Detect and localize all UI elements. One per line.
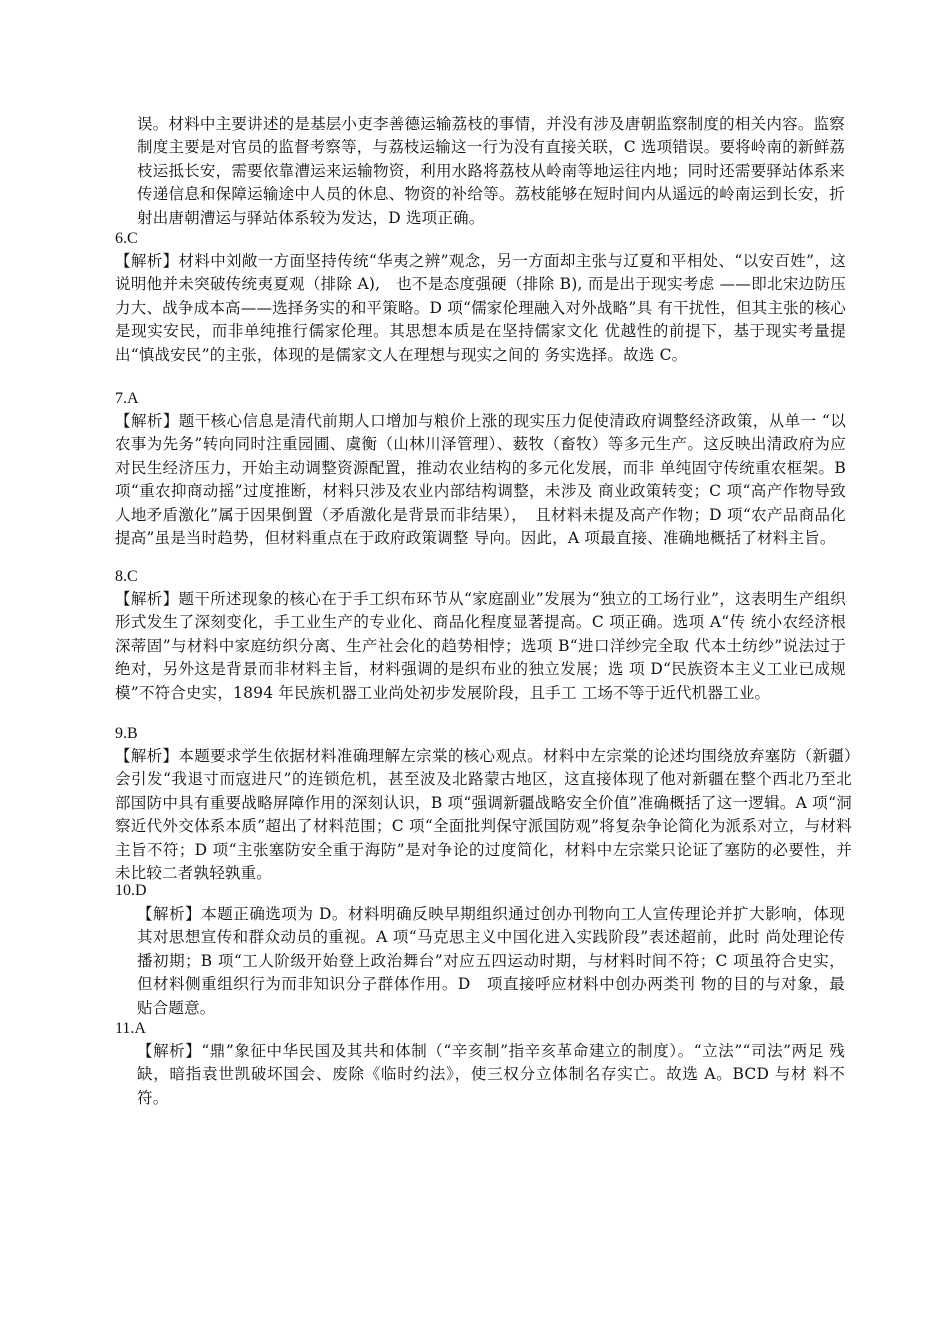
answer-number-9: 9.B	[115, 725, 138, 742]
analysis-paragraph-9	[115, 745, 852, 885]
analysis-text: 题干核心信息是清代前期人口增加与粮价上涨的现实压力促使清政府调整经济政策，从单一 “以农事为先务”转向同时注重园圃、虞衡（山林川泽管理）、薮牧（畜牧）等多元生产。这反映出清政府为应对民生经济压力，开始主动调整资源配置，推动农业结构的多元化发展，而非 单纯固守传统重农框架。B 项“重农抑商动摇”过度推断，材料只涉及农业内部结构调整，未涉及 商业政策转变；C 项“高产作物导致人地矛盾激化”属于因果倒置（矛盾激化是背景而非结果）， 且材料未提及高产作物；D 项“农产品商品化提高”虽是当时趋势，但材料重点在于政府政策调整 导向。因此，A 项最直接、准确地概括了材料主旨。	[115, 412, 846, 548]
answer-number-10: 10.D	[115, 882, 147, 899]
analysis-paragraph-10	[137, 903, 845, 1020]
analysis-tag: 【解析】	[137, 1042, 202, 1060]
analysis-paragraph-6	[115, 250, 846, 367]
analysis-text: 材料中刘敞一方面坚持传统“华夷之辨”观念，另一方面却主张与辽夏和平相处、“以安百姓”，这说明他并未突破传统夷夏观（排除 A), 也不是态度强硬（排除 B), 而是出于现实考虑 ——即北宋边防压力大、战争成本高——选择务实的和平策略。D 项“儒家伦理融入对外战略”具 有干扰性，但其主张的核心是现实安民，而非单纯推行儒家伦理。其思想本质是在坚持儒家文化 优越性的前提下，基于现实考量提出“慎战安民”的主张，体现的是儒家文人在理想与现实之间的 务实选择。故选 C。	[115, 252, 847, 364]
analysis-tag: 【解析】	[115, 747, 179, 765]
analysis-text: 本题要求学生依据材料准确理解左宗棠的核心观点。材料中左宗棠的论述均围绕放弃塞防（新疆）会引发“我退寸而寇进尺”的连锁危机，甚至波及北路蒙古地区，这直接体现了他对新疆在整个西北乃至北部国防中具有重要战略屏障作用的深刻认识，B 项“强调新疆战略安全价值”准确概括了这一逻辑。A 项“洞察近代外交体系本质”超出了材料范围；C 项“全面批判保守派国防观”将复杂争论简化为派系对立，与材料主旨不符；D 项“主张塞防安全重于海防”是对争论的过度简化，材料中左宗棠只论证了塞防的必要性，并未比较二者孰轻孰重。	[115, 747, 852, 883]
answer-number-11: 11.A	[115, 1020, 146, 1037]
analysis-paragraph-7	[115, 410, 846, 550]
answer-number-6: 6.C	[115, 230, 138, 247]
analysis-text: 题干所述现象的核心在于手工织布环节从“家庭副业”发展为“独立的工场行业”，这表明生产组织形式发生了深刻变化，手工业生产的专业化、商品化程度显著提高。C 项正确。选项 A“传 统小农经济根深蒂固”与材料中家庭纺织分离、生产社会化的趋势相悖；选项 B“进口洋纱完全取 代本土纺纱”说法过于绝对，另外这是背景而非材料主旨，材料强调的是织布业的独立发展；选 项 D“民族资本主义工业已成规模”不符合史实，1894 年民族机器工业尚处初步发展阶段，且手工 工场不等于近代机器工业。	[115, 590, 847, 702]
analysis-tag: 【解析】	[115, 412, 179, 430]
analysis-paragraph-11	[137, 1040, 845, 1110]
analysis-tag: 【解析】	[115, 252, 179, 270]
answer-number-8: 8.C	[115, 568, 138, 585]
analysis-text: 本题正确选项为 D。材料明确反映早期组织通过创办刊物向工人宣传理论并扩大影响，体现其对思想宣传和群众动员的重视。A 项“马克思主义中国化进入实践阶段”表述超前，此时 尚处理论传播初期；B 项“工人阶级开始登上政治舞台”对应五四运动时期，与材料时间不符；C 项虽符合史实，但材料侧重组织行为而非知识分子群体作用。D 项直接呼应材料中创办两类刊 物的目的与对象，最贴合题意。	[137, 905, 845, 1017]
analysis-tag: 【解析】	[115, 590, 179, 608]
answer-number-7: 7.A	[115, 390, 139, 407]
analysis-text: “鼎”象征中华民国及其共和体制（“辛亥制”指辛亥革命建立的制度）。“立法”“司法”两足 残缺，暗指袁世凯破坏国会、废除《临时约法》，使三权分立体制名存实亡。故选 A。BCD 与材 料不符。	[137, 1042, 845, 1107]
analysis-paragraph-8	[115, 588, 846, 705]
continuation-paragraph: 误。材料中主要讲述的是基层小吏李善德运输荔枝的事情，并没有涉及唐朝监察制度的相关内容。监察制度主要是对官员的监督考察等，与荔枝运输这一行为没有直接关联，C 选项错误。要将岭南的新鲜荔枝运抵长安，需要依靠漕运来运输物资，利用水路将荔枝从岭南等地运往内地；同时还需要驿站体系来传递信息和保障运输途中人员的休息、物资的补给等。荔枝能够在短时间内从遥远的岭南运到长安，折射出唐朝漕运与驿站体系较为发达，D 选项正确。	[137, 115, 845, 227]
analysis-tag: 【解析】	[137, 905, 202, 923]
